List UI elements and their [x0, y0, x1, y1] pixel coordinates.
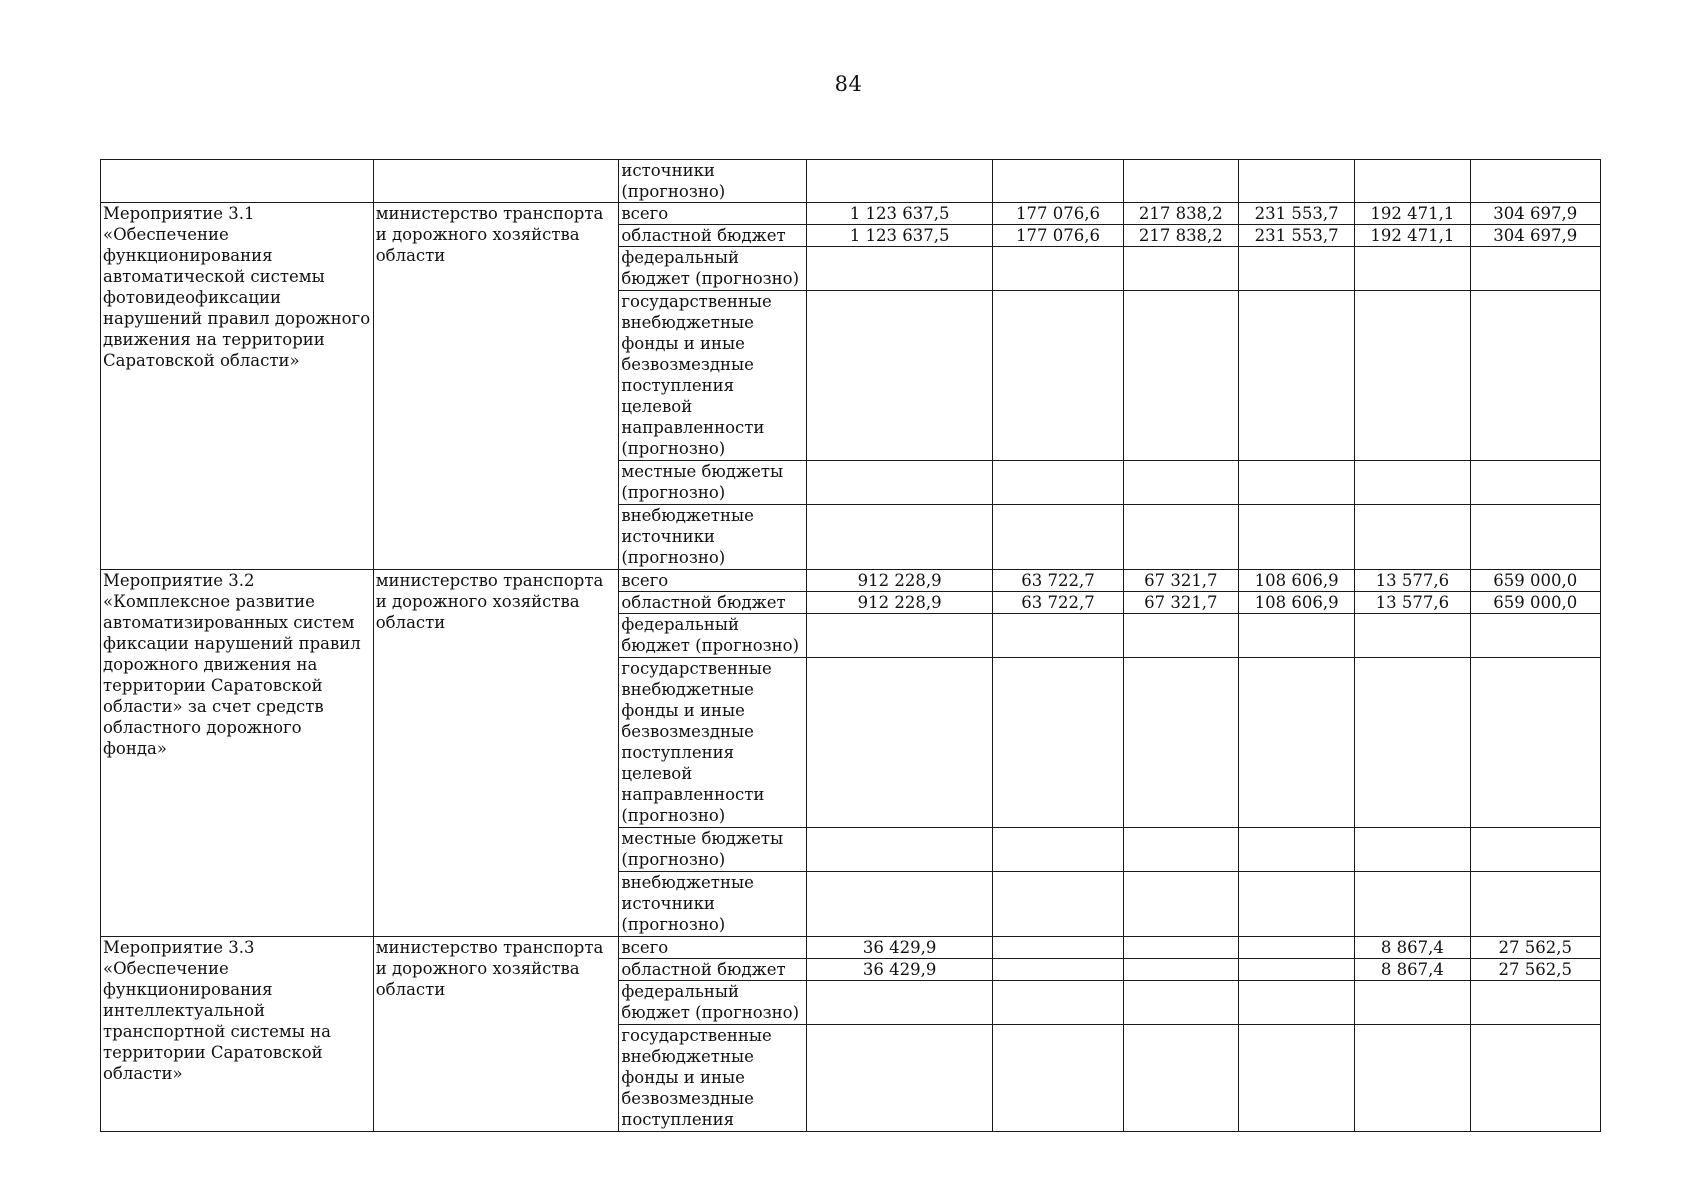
value-cell [1470, 1025, 1600, 1132]
source-label: внебюджетные источники (прогнозно) [619, 505, 806, 570]
value-cell: 231 553,7 [1238, 225, 1354, 247]
value-cell [1238, 247, 1354, 291]
source-label: всего [619, 937, 806, 959]
value-cell [1123, 981, 1238, 1025]
value-cell [1238, 1025, 1354, 1132]
value-cell [1355, 614, 1470, 658]
value-cell: 13 577,6 [1355, 570, 1470, 592]
value-cell [1355, 1025, 1470, 1132]
value-cell [1123, 1025, 1238, 1132]
value-cell [806, 160, 992, 203]
value-cell [993, 461, 1123, 505]
value-cell [993, 937, 1123, 959]
value-cell [1470, 461, 1600, 505]
value-cell: 659 000,0 [1470, 592, 1600, 614]
responsible-cell [373, 160, 619, 203]
value-cell [993, 614, 1123, 658]
value-cell: 217 838,2 [1123, 225, 1238, 247]
value-cell [1355, 981, 1470, 1025]
event-name: Мероприятие 3.3 «Обеспечение функционирования интеллектуальной транспортной системы на территории Саратовской области» [101, 937, 374, 1132]
event-cell [101, 160, 374, 203]
source-label: источники (прогнозно) [619, 160, 806, 203]
value-cell [806, 872, 992, 937]
value-cell: 67 321,7 [1123, 592, 1238, 614]
page-number: 84 [834, 72, 863, 96]
value-cell [1355, 828, 1470, 872]
value-cell: 304 697,9 [1470, 203, 1600, 225]
value-cell: 67 321,7 [1123, 570, 1238, 592]
table-row [101, 937, 1601, 959]
value-cell [993, 872, 1123, 937]
value-cell: 63 722,7 [993, 570, 1123, 592]
value-cell [1238, 981, 1354, 1025]
value-cell [1238, 937, 1354, 959]
value-cell [1123, 160, 1238, 203]
source-label: областной бюджет [619, 225, 806, 247]
value-cell [806, 247, 992, 291]
value-cell: 912 228,9 [806, 592, 992, 614]
source-label: областной бюджет [619, 592, 806, 614]
value-cell [1238, 872, 1354, 937]
value-cell [1355, 461, 1470, 505]
value-cell [1123, 872, 1238, 937]
value-cell: 36 429,9 [806, 959, 992, 981]
responsible-executor: министерство транспорта и дорожного хозяйства области [373, 203, 619, 570]
value-cell: 8 867,4 [1355, 959, 1470, 981]
value-cell: 192 471,1 [1355, 203, 1470, 225]
source-label: федеральный бюджет (прогнозно) [619, 981, 806, 1025]
value-cell [1238, 828, 1354, 872]
source-label: федеральный бюджет (прогнозно) [619, 614, 806, 658]
value-cell [1470, 291, 1600, 461]
value-cell: 27 562,5 [1470, 937, 1600, 959]
source-label: всего [619, 203, 806, 225]
value-cell [993, 981, 1123, 1025]
value-cell [993, 959, 1123, 981]
value-cell: 659 000,0 [1470, 570, 1600, 592]
budget-table [100, 159, 1601, 1132]
source-label: всего [619, 570, 806, 592]
value-cell: 304 697,9 [1470, 225, 1600, 247]
value-cell: 13 577,6 [1355, 592, 1470, 614]
value-cell: 108 606,9 [1238, 592, 1354, 614]
source-label: областной бюджет [619, 959, 806, 981]
value-cell [1238, 614, 1354, 658]
value-cell: 36 429,9 [806, 937, 992, 959]
source-label: местные бюджеты (прогнозно) [619, 828, 806, 872]
responsible-executor: министерство транспорта и дорожного хозяйства области [373, 570, 619, 937]
value-cell [1123, 247, 1238, 291]
value-cell [1470, 247, 1600, 291]
value-cell [993, 658, 1123, 828]
value-cell [1470, 160, 1600, 203]
value-cell [1123, 937, 1238, 959]
value-cell [1470, 872, 1600, 937]
table-row [101, 160, 1601, 203]
value-cell [1470, 505, 1600, 570]
value-cell: 1 123 637,5 [806, 203, 992, 225]
value-cell [1470, 981, 1600, 1025]
value-cell [993, 160, 1123, 203]
value-cell [1355, 505, 1470, 570]
value-cell: 177 076,6 [993, 203, 1123, 225]
value-cell [806, 981, 992, 1025]
value-cell [1123, 614, 1238, 658]
value-cell [1238, 461, 1354, 505]
value-cell: 192 471,1 [1355, 225, 1470, 247]
value-cell [1238, 505, 1354, 570]
value-cell [1123, 658, 1238, 828]
value-cell [1238, 160, 1354, 203]
value-cell [1123, 505, 1238, 570]
value-cell [993, 1025, 1123, 1132]
value-cell: 912 228,9 [806, 570, 992, 592]
value-cell [1238, 658, 1354, 828]
value-cell [1470, 658, 1600, 828]
value-cell [1355, 291, 1470, 461]
source-label: государственные внебюджетные фонды и иные безвозмездные поступления целевой направленности (прогнозно) [619, 658, 806, 828]
event-name: Мероприятие 3.1 «Обеспечение функционирования автоматической системы фотовидеофиксации нарушений правил дорожного движения на территории Саратовской области» [101, 203, 374, 570]
source-label: федеральный бюджет (прогнозно) [619, 247, 806, 291]
value-cell [806, 828, 992, 872]
value-cell: 177 076,6 [993, 225, 1123, 247]
value-cell [806, 1025, 992, 1132]
value-cell [993, 828, 1123, 872]
value-cell [1355, 247, 1470, 291]
value-cell: 1 123 637,5 [806, 225, 992, 247]
value-cell [806, 658, 992, 828]
value-cell [1355, 658, 1470, 828]
value-cell [1123, 291, 1238, 461]
value-cell [806, 614, 992, 658]
source-label: государственные внебюджетные фонды и иные безвозмездные поступления целевой направленности (прогнозно) [619, 291, 806, 461]
value-cell [1123, 959, 1238, 981]
value-cell [1470, 828, 1600, 872]
value-cell: 231 553,7 [1238, 203, 1354, 225]
value-cell [993, 247, 1123, 291]
value-cell [993, 505, 1123, 570]
value-cell: 8 867,4 [1355, 937, 1470, 959]
table-row [101, 203, 1601, 225]
value-cell [1123, 461, 1238, 505]
value-cell: 63 722,7 [993, 592, 1123, 614]
value-cell [806, 291, 992, 461]
table-row [101, 570, 1601, 592]
value-cell: 217 838,2 [1123, 203, 1238, 225]
value-cell: 108 606,9 [1238, 570, 1354, 592]
value-cell [1238, 291, 1354, 461]
value-cell [806, 461, 992, 505]
value-cell [1355, 160, 1470, 203]
value-cell [1470, 614, 1600, 658]
value-cell [1238, 959, 1354, 981]
source-label: внебюджетные источники (прогнозно) [619, 872, 806, 937]
value-cell [806, 505, 992, 570]
responsible-executor: министерство транспорта и дорожного хозяйства области [373, 937, 619, 1132]
value-cell [1355, 872, 1470, 937]
value-cell [993, 291, 1123, 461]
event-name: Мероприятие 3.2 «Комплексное развитие автоматизированных систем фиксации нарушений правил дорожного движения на территории Саратовской области» за счет средств областного дорожного фонда» [101, 570, 374, 937]
source-label: местные бюджеты (прогнозно) [619, 461, 806, 505]
value-cell [1123, 828, 1238, 872]
value-cell: 27 562,5 [1470, 959, 1600, 981]
source-label: государственные внебюджетные фонды и иные безвозмездные поступления [619, 1025, 806, 1132]
